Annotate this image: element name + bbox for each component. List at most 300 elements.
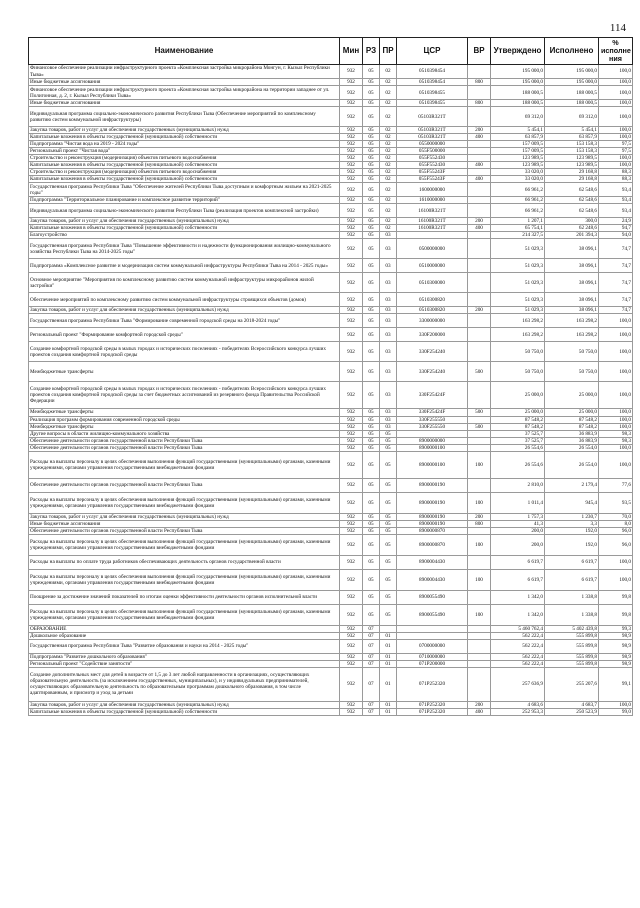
- row-rz: 07: [363, 701, 380, 708]
- table-row: [29, 79, 633, 86]
- row-min: 932: [340, 534, 363, 555]
- row-pr: 03: [380, 307, 397, 314]
- row-approved: 123 989,5: [491, 162, 545, 169]
- row-rz: 05: [363, 176, 380, 183]
- row-percent: 74,7: [599, 239, 633, 259]
- row-percent: 97,5: [599, 148, 633, 155]
- row-pr: 03: [380, 273, 397, 293]
- row-pr: 02: [380, 148, 397, 155]
- row-min: 932: [340, 79, 363, 86]
- row-pr: 05: [380, 430, 397, 437]
- row-pr: 03: [380, 342, 397, 362]
- row-name: Обеспечение деятельности органов государственной власти Республики Тыва: [29, 437, 340, 444]
- row-pr: 02: [380, 225, 397, 232]
- row-percent: 100,0: [599, 155, 633, 162]
- row-rz: 07: [363, 660, 380, 667]
- row-name: Капитальные вложения в объекты государственной (муниципальной) собственности: [29, 225, 340, 232]
- row-csr: 330F255550: [397, 416, 468, 423]
- row-csr: 8900000870: [397, 527, 468, 534]
- row-rz: 05: [363, 342, 380, 362]
- row-csr: 330F25424F: [397, 409, 468, 416]
- row-percent: 100,0: [599, 134, 633, 141]
- row-executed: 38 096,1: [545, 273, 599, 293]
- row-name: Капитальные вложения в объекты государственной (муниципальной) собственности: [29, 134, 340, 141]
- row-rz: 05: [363, 513, 380, 520]
- row-approved: 26 554,6: [491, 451, 545, 478]
- row-csr: 0700000000: [397, 639, 468, 653]
- row-csr: 055F5524ЗF: [397, 176, 468, 183]
- row-percent: 93,4: [599, 197, 633, 204]
- row-percent: 98,9: [599, 660, 633, 667]
- row-executed: 945,4: [545, 492, 599, 513]
- row-min: 932: [340, 225, 363, 232]
- row-percent: 88,3: [599, 169, 633, 176]
- row-percent: 100,0: [599, 701, 633, 708]
- row-rz: 05: [363, 197, 380, 204]
- row-approved: 25 000,0: [491, 409, 545, 416]
- row-name: Расходы на выплаты персоналу в целях обеспечения выполнения функций государственными (муниципальными) органами, казенными учреждениями, органами управления государственными внебюджетными фондами: [29, 604, 340, 625]
- row-vr: 200: [468, 307, 491, 314]
- table-row: [29, 362, 633, 382]
- row-name: Подпрограмма "Развитие дошкольного образования": [29, 653, 340, 660]
- row-vr: 400: [468, 708, 491, 715]
- row-vr: [468, 328, 491, 342]
- table-row: [29, 625, 633, 632]
- row-rz: 05: [363, 307, 380, 314]
- row-vr: 800: [468, 520, 491, 527]
- row-vr: 400: [468, 162, 491, 169]
- row-pr: 05: [380, 437, 397, 444]
- row-executed: 153 158,3: [545, 141, 599, 148]
- row-csr: 3300000000: [397, 314, 468, 328]
- table-row: [29, 534, 633, 555]
- row-rz: 05: [363, 141, 380, 148]
- row-min: 932: [340, 513, 363, 520]
- row-csr: 8900000190: [397, 492, 468, 513]
- row-min: 932: [340, 328, 363, 342]
- row-pr: 01: [380, 653, 397, 660]
- table-row: [29, 218, 633, 225]
- table-row: [29, 478, 633, 492]
- row-csr: 0510398454: [397, 79, 468, 86]
- row-pr: 02: [380, 86, 397, 100]
- table-row: [29, 632, 633, 639]
- row-executed: 255 207,6: [545, 667, 599, 701]
- page-number: 114: [609, 22, 626, 34]
- row-vr: [468, 639, 491, 653]
- row-pr: 05: [380, 444, 397, 451]
- row-executed: 36 883,9: [545, 430, 599, 437]
- row-percent: 99,8: [599, 604, 633, 625]
- row-pr: [380, 625, 397, 632]
- row-min: 932: [340, 423, 363, 430]
- row-csr: 0550000000: [397, 141, 468, 148]
- header-csr: ЦСР: [397, 38, 468, 65]
- row-executed: 36 883,9: [545, 437, 599, 444]
- row-executed: 62 548,6: [545, 183, 599, 197]
- row-name: Расходы на выплаты персоналу в целях обеспечения выполнения функций государственными (муниципальными) органами, казенными учреждениями, органами управления государственными внебюджетными фондами: [29, 534, 340, 555]
- row-approved: 188 000,5: [491, 100, 545, 107]
- row-vr: [468, 632, 491, 639]
- row-vr: 100: [468, 569, 491, 590]
- row-min: 932: [340, 590, 363, 604]
- table-row: [29, 569, 633, 590]
- row-name: Капитальные вложения в объекты государственной (муниципальной) собственности: [29, 176, 340, 183]
- row-name: Строительство и реконструкция (модернизация) объектов питьевого водоснабжения: [29, 169, 340, 176]
- row-min: 932: [340, 409, 363, 416]
- row-executed: 192,0: [545, 534, 599, 555]
- table-row: [29, 430, 633, 437]
- row-rz: 05: [363, 362, 380, 382]
- row-name: Обеспечение деятельности органов государственной власти Республики Тыва: [29, 527, 340, 534]
- row-executed: 1 338,8: [545, 604, 599, 625]
- table-row: [29, 513, 633, 520]
- row-percent: 100,0: [599, 65, 633, 79]
- row-approved: 25 000,0: [491, 382, 545, 409]
- table-row: [29, 176, 633, 183]
- row-percent: 98,9: [599, 653, 633, 660]
- row-min: 932: [340, 183, 363, 197]
- table-row: [29, 437, 633, 444]
- row-percent: 77,6: [599, 478, 633, 492]
- row-pr: 03: [380, 423, 397, 430]
- row-approved: 37 525,7: [491, 430, 545, 437]
- row-approved: 195 000,0: [491, 79, 545, 86]
- row-name: Расходы на выплаты персоналу в целях обеспечения выполнения функций государственными (муниципальными) органами, казенными учреждениями, органами управления государственными внебюджетными фондами: [29, 569, 340, 590]
- row-approved: 4 683,6: [491, 701, 545, 708]
- row-name: Региональный проект "Содействие занятости": [29, 660, 340, 667]
- table-row: [29, 451, 633, 478]
- row-csr: 05103R321T: [397, 134, 468, 141]
- row-csr: 071P252320: [397, 701, 468, 708]
- table-row: [29, 86, 633, 100]
- row-vr: [468, 478, 491, 492]
- row-name: Закупка товаров, работ и услуг для обеспечения государственных (муниципальных) нужд: [29, 307, 340, 314]
- row-pr: 02: [380, 204, 397, 218]
- row-vr: [468, 204, 491, 218]
- row-vr: 400: [468, 134, 491, 141]
- row-rz: 05: [363, 218, 380, 225]
- row-csr: 055F552430: [397, 162, 468, 169]
- table-header-row: [29, 38, 633, 65]
- row-executed: 555 899,8: [545, 632, 599, 639]
- row-min: 932: [340, 86, 363, 100]
- row-min: 932: [340, 127, 363, 134]
- row-csr: 0510300000: [397, 273, 468, 293]
- row-vr: 200: [468, 218, 491, 225]
- row-vr: [468, 416, 491, 423]
- row-min: 932: [340, 218, 363, 225]
- row-rz: 05: [363, 107, 380, 127]
- row-percent: 98,9: [599, 632, 633, 639]
- row-csr: 330F200000: [397, 328, 468, 342]
- row-csr: 055F500000: [397, 148, 468, 155]
- row-approved: 6 619,7: [491, 569, 545, 590]
- row-min: 932: [340, 342, 363, 362]
- row-pr: 03: [380, 239, 397, 259]
- table-row: [29, 183, 633, 197]
- row-name: Финансовое обеспечение реализации инфраструктурного проекта «Комплексная застройка микрорайона на территории западнее от ул. Полигонная, д. 2, г. Кызыл Республики Тыва»: [29, 86, 340, 100]
- row-rz: 05: [363, 534, 380, 555]
- row-name: Поощрение за достижение значений показателей по итогам оценки эффективности деятельности органов исполнительной власти: [29, 590, 340, 604]
- row-percent: 24,9: [599, 218, 633, 225]
- row-name: Строительство и реконструкция (модернизация) объектов питьевого водоснабжения: [29, 155, 340, 162]
- row-vr: [468, 625, 491, 632]
- table-row: [29, 225, 633, 232]
- row-min: 932: [340, 632, 363, 639]
- row-approved: 33 020,0: [491, 176, 545, 183]
- row-min: 932: [340, 197, 363, 204]
- row-rz: 05: [363, 478, 380, 492]
- row-rz: 05: [363, 451, 380, 478]
- row-name: Обеспечение мероприятий по комплексному развитию систем коммунальной инфраструктуры строящихся объектов (домов): [29, 293, 340, 307]
- row-approved: 26 554,6: [491, 444, 545, 451]
- row-vr: 100: [468, 492, 491, 513]
- row-executed: 62 548,6: [545, 204, 599, 218]
- row-vr: [468, 259, 491, 273]
- row-rz: 05: [363, 148, 380, 155]
- row-approved: 163 298,2: [491, 314, 545, 328]
- row-pr: 05: [380, 492, 397, 513]
- row-executed: 123 989,5: [545, 162, 599, 169]
- table-row: [29, 141, 633, 148]
- row-rz: 05: [363, 527, 380, 534]
- row-pr: 01: [380, 660, 397, 667]
- row-approved: 51 029,3: [491, 293, 545, 307]
- row-executed: 3,3: [545, 520, 599, 527]
- row-approved: 51 029,3: [491, 259, 545, 273]
- row-rz: 05: [363, 423, 380, 430]
- row-percent: 93,4: [599, 204, 633, 218]
- row-executed: 26 554,0: [545, 444, 599, 451]
- row-approved: 51 029,3: [491, 239, 545, 259]
- row-rz: 05: [363, 232, 380, 239]
- row-percent: 100,0: [599, 86, 633, 100]
- row-name: Другие вопросы в области жилищно-коммунального хозяйства: [29, 430, 340, 437]
- row-vr: [468, 430, 491, 437]
- row-percent: 100,0: [599, 127, 633, 134]
- row-executed: 555 899,8: [545, 639, 599, 653]
- row-rz: 05: [363, 204, 380, 218]
- row-executed: 5 454,1: [545, 127, 599, 134]
- row-vr: [468, 273, 491, 293]
- row-percent: 100,0: [599, 107, 633, 127]
- row-rz: 05: [363, 590, 380, 604]
- row-percent: 74,7: [599, 259, 633, 273]
- table-row: [29, 328, 633, 342]
- row-approved: 37 525,7: [491, 437, 545, 444]
- row-approved: 69 312,0: [491, 107, 545, 127]
- row-rz: 05: [363, 169, 380, 176]
- row-min: 932: [340, 416, 363, 423]
- row-csr: 071P252320: [397, 708, 468, 715]
- row-csr: 330F25424F: [397, 382, 468, 409]
- row-approved: 5 460 762,4: [491, 625, 545, 632]
- row-executed: 38 096,1: [545, 293, 599, 307]
- row-pr: 01: [380, 632, 397, 639]
- row-executed: 300,0: [545, 218, 599, 225]
- row-pr: 02: [380, 65, 397, 79]
- row-csr: [397, 430, 468, 437]
- row-csr: 8900055490: [397, 590, 468, 604]
- row-pr: 02: [380, 141, 397, 148]
- row-executed: 6 619,7: [545, 569, 599, 590]
- row-name: Расходы на выплаты персоналу в целях обеспечения выполнения функций государственными (муниципальными) органами, казенными учреждениями, органами управления государственными внебюджетными фондами: [29, 492, 340, 513]
- row-approved: 195 000,0: [491, 65, 545, 79]
- row-pr: 05: [380, 604, 397, 625]
- row-approved: 123 989,5: [491, 155, 545, 162]
- row-vr: 800: [468, 100, 491, 107]
- row-name: Индивидуальная программа социально-экономического развития Республики Тыва (реализация проектов комплексной застройки): [29, 204, 340, 218]
- row-csr: 8900000000: [397, 437, 468, 444]
- row-min: 932: [340, 382, 363, 409]
- row-percent: 100,0: [599, 342, 633, 362]
- row-min: 932: [340, 478, 363, 492]
- row-percent: 100,0: [599, 314, 633, 328]
- row-csr: 071P200000: [397, 660, 468, 667]
- row-rz: 05: [363, 225, 380, 232]
- row-approved: 562 222,4: [491, 632, 545, 639]
- row-pr: 02: [380, 176, 397, 183]
- table-row: [29, 273, 633, 293]
- row-percent: 74,7: [599, 293, 633, 307]
- row-pr: 05: [380, 451, 397, 478]
- row-min: 932: [340, 569, 363, 590]
- row-rz: 05: [363, 273, 380, 293]
- row-pr: 02: [380, 169, 397, 176]
- row-executed: 25 000,0: [545, 382, 599, 409]
- row-executed: 555 899,8: [545, 653, 599, 660]
- row-approved: 50 750,0: [491, 362, 545, 382]
- row-name: Межбюджетные трансферты: [29, 423, 340, 430]
- row-name: Закупка товаров, работ и услуг для обеспечения государственных (муниципальных) нужд: [29, 127, 340, 134]
- row-min: 932: [340, 444, 363, 451]
- row-pr: 03: [380, 328, 397, 342]
- row-rz: 07: [363, 639, 380, 653]
- table-row: [29, 660, 633, 667]
- row-approved: 5 454,1: [491, 127, 545, 134]
- row-vr: 100: [468, 604, 491, 625]
- row-name: Создание дополнительных мест для детей в возрасте от 1,5 до 3 лет любой направленности в организациях, осуществляющих образовательную деятельность (за исключением государственных, муниципальных), и у индивидуальных предпринимателей, осуществляющих образовательную деятельность по образовательным программам дошкольного образования, в том числе адаптированным, и присмотр и уход за детьми: [29, 667, 340, 701]
- row-vr: [468, 239, 491, 259]
- row-approved: 562 222,4: [491, 639, 545, 653]
- row-executed: 123 989,5: [545, 155, 599, 162]
- table-row: [29, 107, 633, 127]
- table-row: [29, 382, 633, 409]
- row-name: Расходы на выплаты по оплате труда работников обеспечивающих деятельность органов государственной власти: [29, 555, 340, 569]
- row-vr: [468, 197, 491, 204]
- row-vr: [468, 148, 491, 155]
- row-rz: 05: [363, 328, 380, 342]
- row-name: Закупка товаров, работ и услуг для обеспечения государственных (муниципальных) нужд: [29, 701, 340, 708]
- row-rz: 05: [363, 100, 380, 107]
- row-percent: 88,3: [599, 176, 633, 183]
- row-pr: 03: [380, 416, 397, 423]
- row-pr: 05: [380, 513, 397, 520]
- row-vr: 800: [468, 79, 491, 86]
- row-rz: 05: [363, 437, 380, 444]
- table-row: [29, 492, 633, 513]
- row-executed: 38 096,1: [545, 259, 599, 273]
- row-vr: [468, 314, 491, 328]
- row-csr: 0510300820: [397, 307, 468, 314]
- row-executed: 2 179,4: [545, 478, 599, 492]
- table-row: [29, 169, 633, 176]
- row-percent: 100,0: [599, 416, 633, 423]
- row-pr: 03: [380, 293, 397, 307]
- row-pr: 01: [380, 667, 397, 701]
- row-rz: 05: [363, 569, 380, 590]
- row-approved: 252 953,3: [491, 708, 545, 715]
- row-approved: 1 342,0: [491, 604, 545, 625]
- row-percent: 100,0: [599, 451, 633, 478]
- row-percent: 74,7: [599, 273, 633, 293]
- row-executed: 62 248,6: [545, 225, 599, 232]
- row-vr: [468, 155, 491, 162]
- row-percent: 98,9: [599, 639, 633, 653]
- row-pr: 05: [380, 569, 397, 590]
- row-rz: 05: [363, 127, 380, 134]
- row-pr: 05: [380, 534, 397, 555]
- table-row: [29, 204, 633, 218]
- row-percent: 100,0: [599, 79, 633, 86]
- row-vr: 200: [468, 127, 491, 134]
- row-approved: 562 222,4: [491, 653, 545, 660]
- row-executed: 153 158,3: [545, 148, 599, 155]
- table-row: [29, 527, 633, 534]
- row-rz: 05: [363, 444, 380, 451]
- row-csr: 16100R321T: [397, 204, 468, 218]
- table-row: [29, 416, 633, 423]
- row-min: 932: [340, 239, 363, 259]
- row-approved: 562 222,4: [491, 660, 545, 667]
- row-approved: 257 636,9: [491, 667, 545, 701]
- row-percent: 100,0: [599, 444, 633, 451]
- row-vr: [468, 660, 491, 667]
- row-csr: 1600000000: [397, 183, 468, 197]
- row-min: 932: [340, 604, 363, 625]
- row-min: 932: [340, 273, 363, 293]
- row-approved: 1 342,0: [491, 590, 545, 604]
- row-vr: [468, 183, 491, 197]
- row-vr: [468, 653, 491, 660]
- row-name: ОБРАЗОВАНИЕ: [29, 625, 340, 632]
- row-vr: 500: [468, 362, 491, 382]
- row-percent: 93,4: [599, 183, 633, 197]
- row-pr: 03: [380, 314, 397, 328]
- row-rz: 05: [363, 520, 380, 527]
- row-approved: 214 327,5: [491, 232, 545, 239]
- row-executed: 38 096,1: [545, 239, 599, 259]
- row-vr: [468, 437, 491, 444]
- row-percent: 100,0: [599, 423, 633, 430]
- table-row: [29, 701, 633, 708]
- table-row: [29, 155, 633, 162]
- row-rz: 05: [363, 86, 380, 100]
- row-csr: 05103R321T: [397, 127, 468, 134]
- row-csr: 055F5524ЗF: [397, 169, 468, 176]
- row-approved: 157 009,5: [491, 141, 545, 148]
- row-executed: 555 899,8: [545, 660, 599, 667]
- row-percent: 100,0: [599, 569, 633, 590]
- row-executed: 5 402 439,8: [545, 625, 599, 632]
- row-executed: 29 168,8: [545, 176, 599, 183]
- row-approved: 1 207,1: [491, 218, 545, 225]
- row-name: Обеспечение деятельности органов государственной власти Республики Тыва: [29, 444, 340, 451]
- row-pr: 02: [380, 107, 397, 127]
- row-csr: 0710000000: [397, 653, 468, 660]
- row-pr: 05: [380, 478, 397, 492]
